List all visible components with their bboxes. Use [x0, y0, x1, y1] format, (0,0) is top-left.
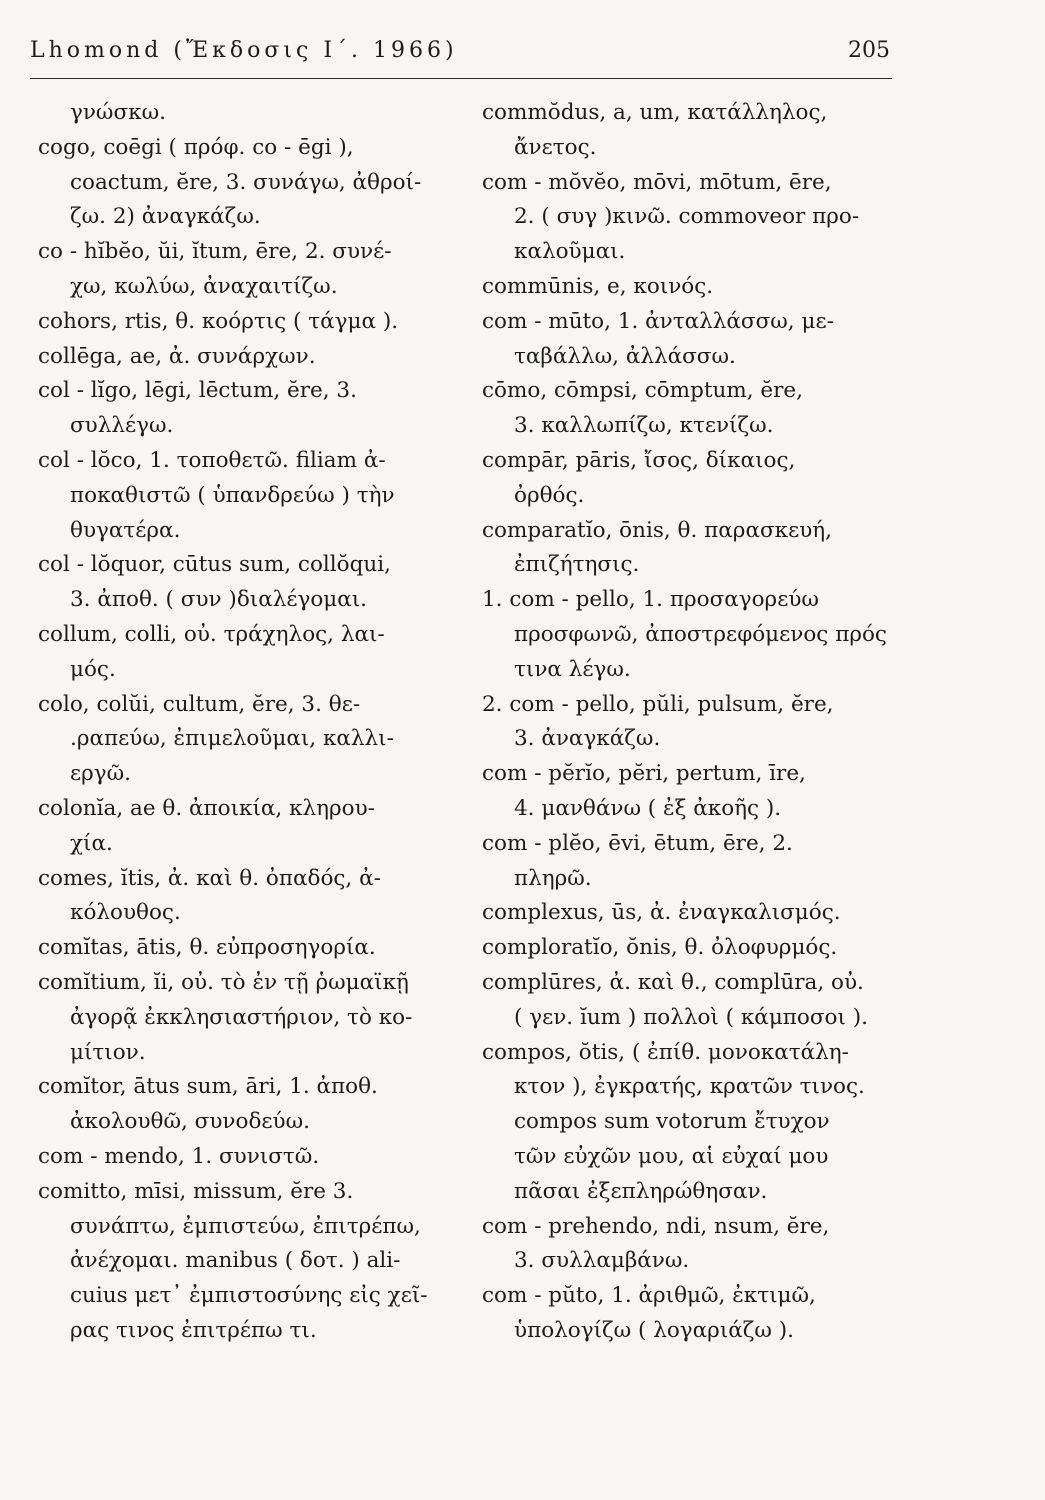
dictionary-line: 3. ἀναγκάζω. — [514, 726, 661, 752]
dictionary-line: ταβάλλω, ἀλλάσσω. — [514, 343, 736, 369]
dictionary-line: collēga, ae, ἀ. συνάρχων. — [38, 343, 316, 369]
dictionary-line: ὑπολογίζω ( λογαριάζω ). — [514, 1317, 795, 1343]
dictionary-line: ἀγορᾷ ἐκκλησιαστήριον, τὸ κο- — [70, 1004, 413, 1030]
left-column — [38, 96, 468, 1349]
dictionary-line: μός. — [70, 656, 116, 682]
dictionary-line: μίτιον. — [70, 1039, 146, 1065]
dictionary-line: compos, ŏtis, ( ἐπίθ. μονοκατάλη- — [482, 1039, 849, 1065]
dictionary-line: cōmo, cōmpsi, cōmptum, ĕre, — [482, 378, 803, 404]
dictionary-line: compos sum votorum ἔτυχον — [514, 1109, 830, 1135]
dictionary-line: colo, colŭi, cultum, ĕre, 3. θε- — [38, 691, 361, 717]
dictionary-line: cuius μετ᾽ ἐμπιστοσύνης εἰς χεῖ- — [70, 1283, 428, 1309]
dictionary-line: εργῶ. — [70, 761, 131, 787]
dictionary-line: συνάπτω, ἐμπιστεύω, ἐπιτρέπω, — [70, 1213, 421, 1239]
dictionary-line: 3. συλλαμβάνω. — [514, 1248, 690, 1274]
dictionary-line: πᾶσαι ἐξεπληρώθησαν. — [514, 1178, 768, 1204]
dictionary-line: τινα λέγω. — [514, 656, 631, 682]
dictionary-line: co - hĭbĕo, ŭi, ĭtum, ēre, 2. συνέ- — [38, 239, 392, 265]
dictionary-line: χία. — [70, 830, 113, 856]
dictionary-line: ζω. 2) ἀναγκάζω. — [70, 204, 261, 230]
dictionary-line: 2. ( συγ )κινῶ. commoveor προ- — [514, 204, 860, 230]
dictionary-line: com - pŭto, 1. ἀριθμῶ, ἐκτιμῶ, — [482, 1283, 816, 1309]
dictionary-line: χω, κωλύω, ἀναχαιτίζω. — [70, 273, 338, 299]
dictionary-line: cohors, rtis, θ. κοόρτις ( τάγμα ). — [38, 308, 399, 334]
dictionary-line: 2. com - pello, pŭli, pulsum, ĕre, — [482, 691, 834, 717]
dictionary-line: comĭtas, ātis, θ. εὐπροσηγορία. — [38, 935, 376, 961]
dictionary-line: ἀκολουθῶ, συνοδεύω. — [70, 1109, 310, 1135]
dictionary-line: comĭtor, ātus sum, āri, 1. ἀποθ. — [38, 1074, 378, 1100]
dictionary-line: ρας τινος ἐπιτρέπω τι. — [70, 1317, 317, 1343]
dictionary-line: συλλέγω. — [70, 413, 174, 439]
dictionary-line: comploratĭo, ŏnis, θ. ὀλοφυρμός. — [482, 935, 838, 961]
running-head: Lhomond (Ἔκδοσις Ι΄. 1966) — [30, 38, 458, 63]
dictionary-line: com - mendo, 1. συνιστῶ. — [38, 1143, 320, 1169]
dictionary-line: καλοῦμαι. — [514, 239, 626, 265]
dictionary-line: πληρῶ. — [514, 865, 592, 891]
dictionary-line: coactum, ĕre, 3. συνάγω, ἀθροί- — [70, 169, 422, 195]
dictionary-line: com - prehendo, ndi, nsum, ĕre, — [482, 1213, 830, 1239]
dictionary-line: col - lŏquor, cūtus sum, collŏqui, — [38, 552, 391, 578]
dictionary-line: comĭtium, ĭi, οὐ. τὸ ἐν τῇ ῥωμαϊκῇ — [38, 969, 409, 995]
dictionary-line: κόλουθος. — [70, 900, 181, 926]
dictionary-line: ἀνέχομαι. manibus ( δοτ. ) ali- — [70, 1248, 401, 1274]
header-rule — [30, 78, 892, 79]
dictionary-line: 3. καλλωπίζω, κτενίζω. — [514, 413, 774, 439]
dictionary-line: 3. ἀποθ. ( συν )διαλέγομαι. — [70, 587, 368, 613]
page-header — [30, 38, 890, 78]
dictionary-line: προσφωνῶ, ἀποστρεφόμενος πρός — [514, 621, 887, 647]
dictionary-line: comitto, mīsi, missum, ĕre 3. — [38, 1178, 354, 1204]
dictionary-line: 1. com - pello, 1. προσαγορεύω — [482, 587, 819, 613]
dictionary-line: ποκαθιστῶ ( ὑπανδρεύω ) τὴν — [70, 482, 395, 508]
dictionary-line: .ραπεύω, ἐπιμελοῦμαι, καλλι- — [70, 726, 394, 752]
dictionary-line: ἐπιζήτησις. — [514, 552, 640, 578]
dictionary-line: collum, colli, οὐ. τράχηλος, λαι- — [38, 621, 385, 647]
dictionary-line: comes, ĭtis, ἀ. καὶ θ. ὀπαδός, ἀ- — [38, 865, 381, 891]
dictionary-line: γνώσκω. — [70, 100, 166, 125]
dictionary-line: compār, pāris, ἴσος, δίκαιος, — [482, 447, 796, 473]
dictionary-line: ὀρθός. — [514, 482, 585, 508]
dictionary-line: com - plĕo, ēvi, ētum, ēre, 2. — [482, 830, 793, 856]
dictionary-line: κτον ), ἐγκρατής, κρατῶν τινος. — [514, 1074, 865, 1100]
dictionary-line: commŏdus, a, um, κατάλληλος, — [482, 100, 828, 125]
dictionary-line: com - pĕrĭo, pĕri, pertum, īre, — [482, 761, 806, 787]
dictionary-line: complexus, ūs, ἀ. ἐναγκαλισμός. — [482, 900, 841, 926]
dictionary-line: comparatĭo, ōnis, θ. παρασκευή, — [482, 517, 833, 543]
dictionary-line: τῶν εὐχῶν μου, αἱ εὐχαί μου — [514, 1143, 829, 1169]
dictionary-line: ἄνετος. — [514, 134, 597, 160]
dictionary-line: com - mŏvĕo, mōvi, mōtum, ēre, — [482, 169, 832, 195]
dictionary-line: θυγατέρα. — [70, 517, 181, 543]
page-number: 205 — [848, 38, 890, 63]
dictionary-line: 4. μανθάνω ( ἐξ ἀκοῆς ). — [514, 795, 782, 821]
dictionary-line: complūres, ἀ. καὶ θ., complūra, οὐ. — [482, 969, 864, 995]
right-column — [482, 96, 912, 1349]
dictionary-line: ( γεν. ĭum ) πολλοὶ ( κάμποσοι ). — [514, 1004, 868, 1030]
dictionary-line: col - lĭgo, lēgi, lēctum, ĕre, 3. — [38, 378, 357, 404]
dictionary-line: colonĭa, ae θ. ἀποικία, κληρου- — [38, 795, 375, 821]
dictionary-line: cogo, coēgi ( πρόφ. co - ēgi ), — [38, 134, 354, 160]
dictionary-line: com - mūto, 1. ἀνταλλάσσω, με- — [482, 308, 834, 334]
dictionary-line: commūnis, e, κοινός. — [482, 273, 714, 299]
dictionary-line: col - lŏco, 1. τοποθετῶ. filiam ἀ- — [38, 447, 386, 473]
